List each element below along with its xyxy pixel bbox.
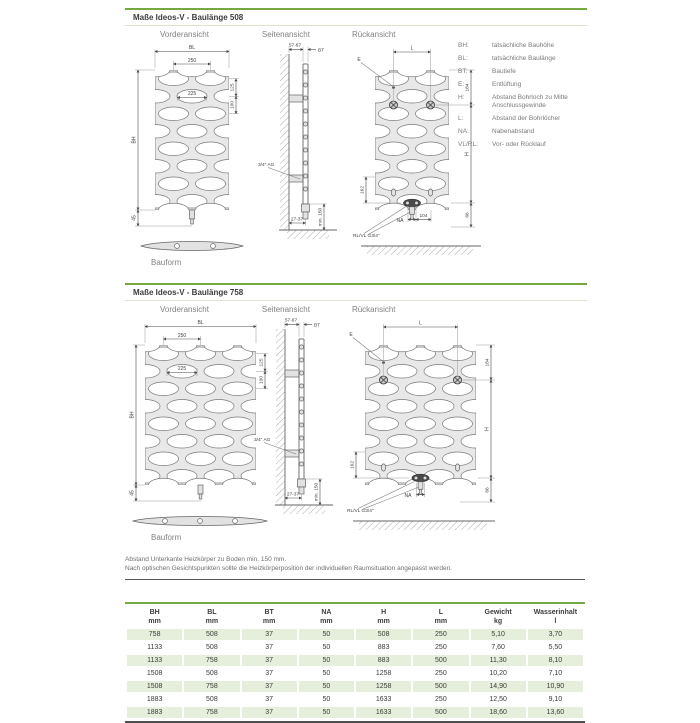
table-cell: 11,30: [471, 655, 526, 666]
dim-100: 100: [230, 100, 236, 110]
col-header-na: NA mm: [320, 609, 333, 625]
dim-100: 100: [259, 375, 265, 385]
dim-57-67: 57-67: [288, 43, 302, 49]
valve-tip: [199, 494, 202, 499]
table-cell: 1883: [146, 696, 163, 703]
dim-66: 66: [465, 212, 471, 218]
legend-item: BT: Bautiefe: [458, 68, 516, 75]
section-divider: [125, 579, 585, 580]
drawings-row-758: [125, 315, 587, 542]
valve-tip: [411, 214, 413, 219]
table-cell: 883: [377, 644, 390, 651]
datasheet-page: [125, 8, 587, 723]
floor-hatch: [367, 246, 473, 255]
floor-hatch: [283, 505, 325, 514]
table-cell: 7,10: [548, 670, 563, 677]
front-view-508-drawing: [125, 40, 255, 232]
table-cell: 50: [322, 644, 331, 651]
table-cell: 37: [265, 670, 274, 677]
legend-item: BH: tatsächliche Bauhöhe: [458, 42, 555, 49]
view-labels-508: [125, 30, 587, 39]
table-cell: 3,70: [528, 629, 583, 640]
rear-view-label: Rückansicht: [351, 305, 396, 314]
radiator-body: [350, 338, 491, 492]
wall-mount: [380, 376, 388, 384]
legend-item: BL: tatsächliche Baulänge: [458, 55, 556, 62]
table-cell: 500: [413, 655, 468, 666]
rear-view-label: Rückansicht: [351, 30, 396, 39]
radiator-body: [130, 338, 271, 492]
valve-stub: [418, 482, 423, 490]
col-header-gewicht: Gewicht kg: [484, 609, 512, 625]
wall-bracket-upper: [289, 95, 303, 102]
table-cell: 10,20: [489, 670, 507, 677]
bottom-hook: [391, 189, 395, 196]
dim-bl: BL: [188, 45, 196, 51]
table-cell: 1258: [356, 681, 411, 692]
side-view-758-drawing: [253, 315, 345, 527]
table-cell: 37: [265, 696, 274, 703]
footnote-line-2: Nach optischen Gesichtspunkten sollte die Heizkörperposition der individuellen Raumsituation angepasst werden.: [125, 564, 452, 572]
dim-thread: 3/4" AG: [258, 163, 275, 168]
side-view-508-drawing: [257, 40, 349, 252]
table-cell: 37: [242, 681, 297, 692]
bauform-508-drawing: [125, 236, 255, 256]
table-cell: 1508: [127, 681, 182, 692]
footnote-line-1: Abstand Unterkante Heizkörper zu Boden min. 150 mm.: [125, 556, 287, 563]
col-header-bl: BL mm: [205, 609, 219, 625]
dim-184: 184: [465, 83, 471, 92]
table-row: [127, 655, 583, 666]
table-cell: 13,60: [528, 707, 583, 718]
tube-joints: [303, 70, 307, 191]
bauform-hole: [198, 519, 203, 524]
dim-bh: BH: [131, 136, 138, 144]
dim-bl: BL: [197, 320, 204, 326]
table-cell: 758: [127, 629, 182, 640]
table-cell: 508: [356, 629, 411, 640]
section-508: [125, 8, 587, 267]
legend-item: VL/RL: Vor- oder Rücklauf: [458, 141, 546, 148]
side-view-508: [257, 40, 349, 252]
side-view-758: [253, 315, 345, 527]
valve-tip: [191, 219, 194, 224]
table-cell: 508: [184, 629, 239, 640]
wall-mount: [427, 101, 435, 109]
dim-225: 225: [187, 91, 197, 97]
wall-bracket-upper: [285, 370, 299, 377]
table-cell: 5,50: [548, 644, 563, 651]
col-header-bt: BT mm: [262, 609, 276, 625]
dim-na: NA: [404, 493, 412, 499]
table-cell: 500: [413, 681, 468, 692]
valve-port: [414, 476, 418, 480]
bottom-elbow: [298, 479, 306, 487]
valve-port: [423, 476, 427, 480]
bottom-hook: [455, 464, 459, 471]
table-cell: 1633: [375, 696, 392, 703]
table-cell: 1133: [127, 655, 182, 666]
section-758-title: Maße Ideos-V - Baulänge 758: [125, 283, 587, 301]
wall-mount: [454, 376, 462, 384]
table-cell: 10,90: [528, 681, 583, 692]
rear-view-758-drawing: [345, 315, 503, 533]
view-labels-758: [125, 305, 587, 314]
dim-162: 162: [360, 185, 366, 195]
legend-item: E: Entlüftung: [458, 81, 522, 88]
table-cell: 12,50: [489, 696, 507, 703]
dim-bt: BT: [314, 323, 321, 329]
table-row: [127, 668, 583, 679]
bauform-label-508: Bauform: [151, 258, 182, 267]
table-header-row: [127, 607, 583, 627]
col-header-wasserinhalt: Wasserinhalt l: [533, 609, 578, 625]
section-758: [125, 283, 587, 542]
dim-250: 250: [187, 58, 197, 64]
dim-h: H: [484, 427, 491, 431]
legend-item: L: Abstand der Bohrlöcher: [458, 115, 561, 122]
table-cell: 8,10: [528, 655, 583, 666]
valve-stub: [190, 210, 195, 219]
dim-66: 66: [485, 487, 491, 493]
bauform-hole: [175, 244, 180, 249]
table-cell: 50: [299, 655, 354, 666]
front-view-label: Vorderansicht: [160, 30, 209, 39]
table-cell: 37: [242, 707, 297, 718]
rear-view-758: [345, 315, 503, 533]
table-cell: 50: [299, 629, 354, 640]
table-cell: 1258: [375, 670, 392, 677]
dim-conn: RL/VL G3/4": [353, 234, 380, 239]
table-cell: 250: [435, 670, 447, 677]
dim-h: H: [464, 152, 471, 156]
table-cell: 758: [184, 707, 239, 718]
table-cell: 50: [299, 707, 354, 718]
dim-thread: 3/4" AG: [254, 438, 271, 443]
table-cell: 758: [184, 655, 239, 666]
tube-joints: [299, 345, 303, 466]
table-cell: 37: [265, 644, 274, 651]
table-cell: 250: [413, 629, 468, 640]
dim-162: 162: [350, 460, 356, 470]
table-cell: 1508: [146, 670, 163, 677]
table-cell: 50: [299, 681, 354, 692]
table-cell: 883: [356, 655, 411, 666]
dimensions-table: [125, 605, 585, 720]
dim-bt: BT: [318, 48, 325, 54]
wall-mount: [390, 101, 398, 109]
valve-stub: [198, 485, 203, 494]
bottom-stub: [299, 487, 304, 494]
table-cell: 1883: [127, 707, 182, 718]
bauform-hole: [233, 519, 238, 524]
valve-port: [415, 201, 419, 205]
dim-27-37: 27-37: [286, 492, 300, 498]
dim-104: 104: [419, 214, 428, 219]
dim-e: E: [349, 332, 353, 338]
bauform-hole: [163, 519, 168, 524]
dim-125: 125: [259, 358, 265, 367]
dim-conn: RL/VL G3/4": [347, 509, 374, 514]
dim-27-37: 27-37: [290, 217, 304, 223]
dim-l: L: [419, 320, 422, 327]
table-cell: 758: [184, 681, 239, 692]
radiator-body: [140, 63, 244, 217]
dim-45: 45: [131, 215, 138, 221]
wall-hatch: [276, 329, 285, 505]
footnote: [125, 556, 587, 573]
table-cell: 508: [206, 644, 218, 651]
table-cell: 37: [242, 655, 297, 666]
wall-hatch: [280, 54, 289, 230]
table-cell: 37: [242, 629, 297, 640]
col-header-l: L mm: [434, 609, 448, 625]
bauform-label-758: Bauform: [151, 533, 182, 542]
table-cell: 250: [435, 696, 447, 703]
table-cell: 14,90: [471, 681, 526, 692]
dim-e: E: [357, 57, 361, 63]
table-cell: 50: [322, 670, 331, 677]
table-cell: 508: [206, 670, 218, 677]
dim-57-67: 57-67: [284, 318, 298, 324]
dim-l: L: [410, 45, 414, 52]
valve-port: [406, 201, 410, 205]
table-cell: 250: [435, 644, 447, 651]
dim-184: 184: [485, 358, 491, 367]
bauform-hole: [211, 244, 216, 249]
section-508-title: Maße Ideos-V - Baulänge 508: [125, 8, 587, 26]
dim-bh: BH: [129, 411, 136, 419]
table-cell: 5,10: [471, 629, 526, 640]
dim-min-150: min. 150: [314, 482, 320, 502]
valve-tip: [419, 489, 421, 494]
dim-225: 225: [177, 366, 187, 372]
table-cell: 50: [322, 696, 331, 703]
table-cell: 1133: [147, 644, 163, 651]
bottom-stub: [303, 212, 308, 219]
table-cell: 7,60: [491, 644, 505, 651]
legend-item: H: Abstand Bohrloch zu Mitte Anschlussgewinde: [458, 94, 568, 109]
col-header-bh: BH mm: [148, 609, 161, 625]
bottom-hook: [428, 189, 432, 196]
table-cell: 9,10: [548, 696, 563, 703]
front-view-508: [125, 40, 255, 267]
dim-125: 125: [230, 83, 236, 92]
valve-stub: [410, 207, 415, 215]
bottom-hook: [381, 464, 385, 471]
legend: [458, 42, 628, 154]
floor-hatch: [359, 521, 487, 530]
table-row: [127, 681, 583, 692]
legend-item: NA: Nabenabstand: [458, 128, 535, 135]
dim-45: 45: [129, 490, 136, 496]
table-row: [127, 629, 583, 640]
table-cell: 18,60: [471, 707, 526, 718]
table-row: [127, 707, 583, 718]
dim-na: NA: [396, 218, 404, 224]
dim-min-150: min. 150: [318, 207, 324, 227]
dim-250: 250: [177, 333, 187, 339]
table-cell: 1633: [356, 707, 411, 718]
front-view-label: Vorderansicht: [160, 305, 209, 314]
bauform-profile: [141, 242, 243, 251]
radiator-body: [360, 63, 464, 217]
table-cell: 500: [413, 707, 468, 718]
dimensions-table-wrap: [125, 602, 585, 723]
table-row: [127, 642, 583, 653]
side-view-label: Seitenansicht: [261, 305, 310, 314]
side-view-label: Seitenansicht: [261, 30, 310, 39]
table-cell: 508: [206, 696, 218, 703]
col-header-h: H mm: [377, 609, 390, 625]
bottom-elbow: [302, 204, 310, 212]
floor-hatch: [287, 230, 329, 239]
